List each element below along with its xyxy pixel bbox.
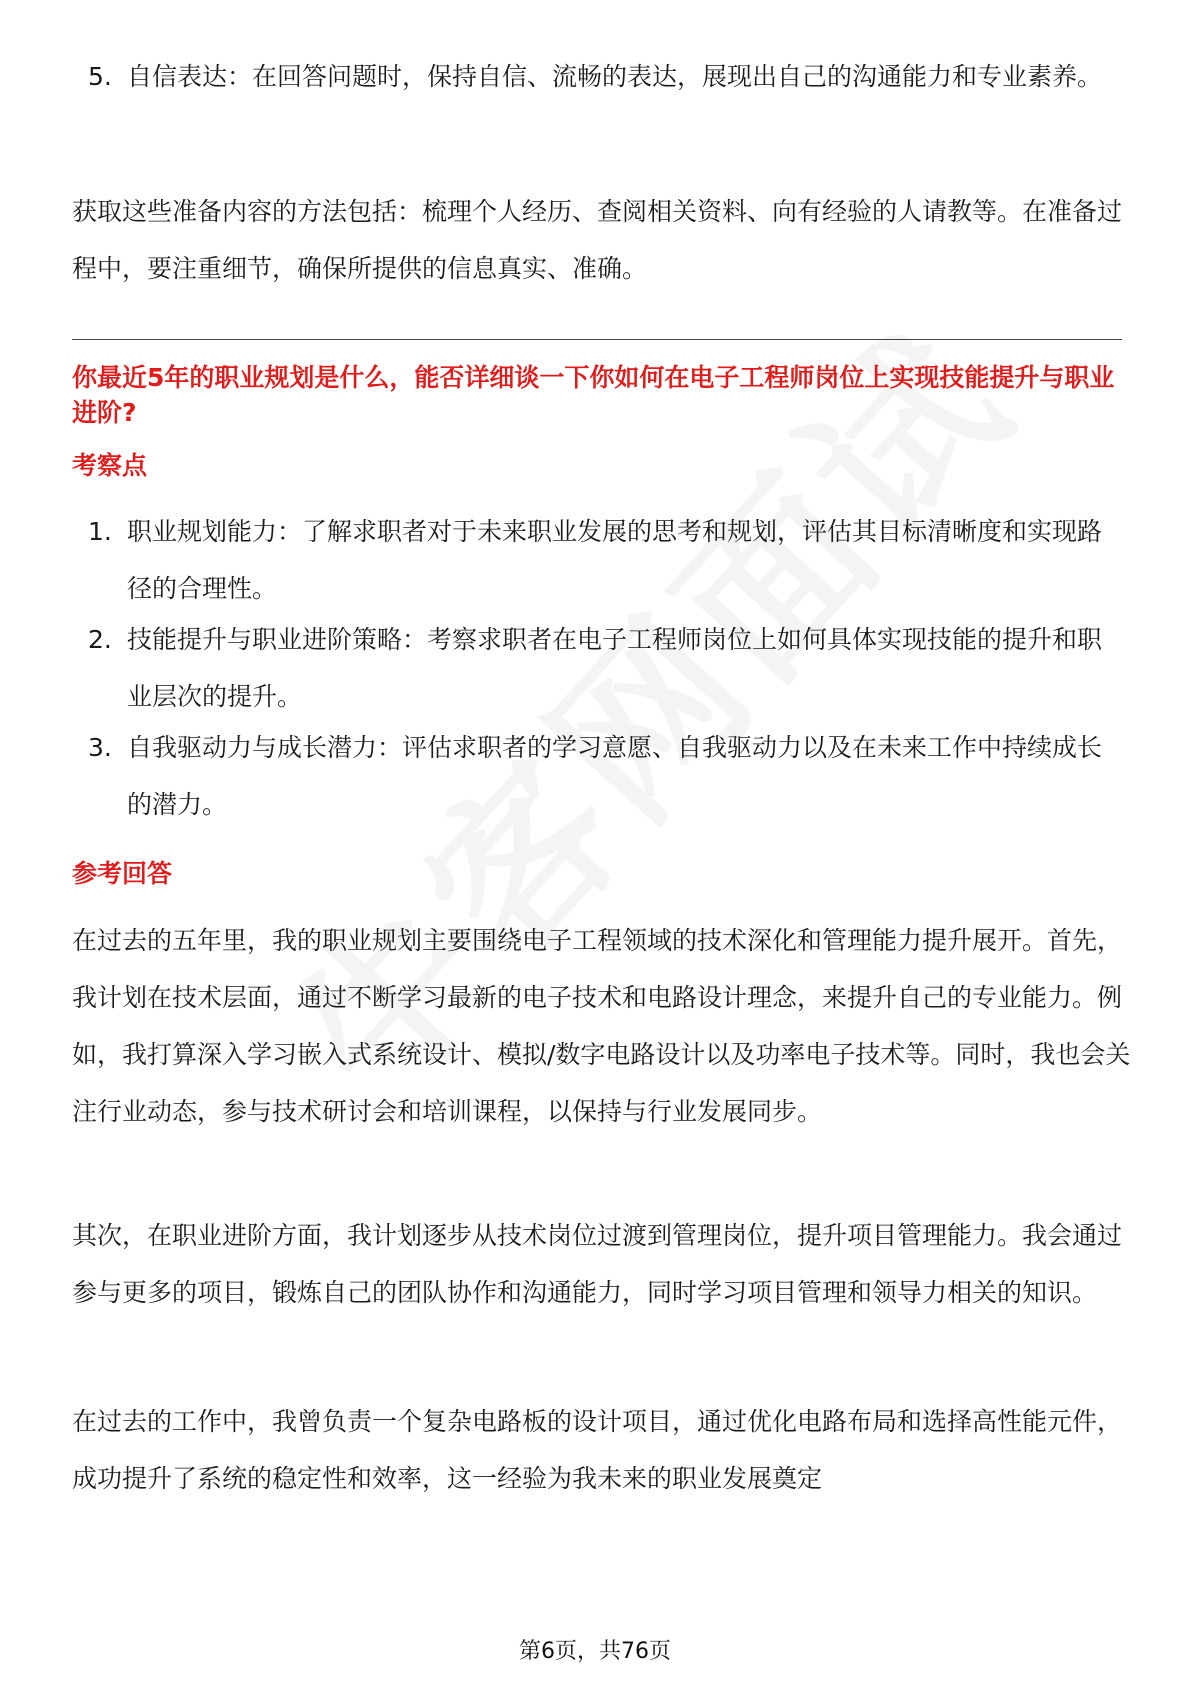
list-number: 1. bbox=[88, 517, 112, 546]
list-text: 自我驱动力与成长潜力：评估求职者的学习意愿、自我驱动力以及在未来工作中持续成长的潜力。 bbox=[127, 733, 1103, 819]
section-label-answer: 参考回答 bbox=[72, 859, 173, 888]
intro-paragraph: 获取这些准备内容的方法包括：梳理个人经历、查阅相关资料、向有经验的人请教等。在准备过程中，要注重细节，确保所提供的信息真实、准确。 bbox=[72, 197, 1123, 283]
page-footer: 第6页，共76页 bbox=[519, 1639, 671, 1664]
list-number: 5. bbox=[88, 62, 112, 91]
section-label-points: 考察点 bbox=[72, 451, 148, 480]
list-number: 2. bbox=[88, 625, 112, 654]
answer-paragraph: 其次，在职业进阶方面，我计划逐步从技术岗位过渡到管理岗位，提升项目管理能力。我会通过参与更多的项目，锻炼自己的团队协作和沟通能力，同时学习项目管理和领导力相关的知识。 bbox=[72, 1221, 1123, 1307]
answer-paragraph: 在过去的五年里，我的职业规划主要围绕电子工程领域的技术深化和管理能力提升展开。首先，我计划在技术层面，通过不断学习最新的电子技术和电路设计理念，来提升自己的专业能力。例如，我打算深入学习嵌入式系统设计、模拟/数字电路设计以及功率电子技术等。同时，我也会关注行业动态，参与技术研讨会和培训课程，以保持与行业发展同步。 bbox=[72, 926, 1131, 1126]
list-text: 自信表达：在回答问题时，保持自信、流畅的表达，展现出自己的沟通能力和专业素养。 bbox=[127, 62, 1103, 91]
list-number: 3. bbox=[88, 733, 112, 762]
divider bbox=[72, 339, 1122, 340]
list-text: 职业规划能力：了解求职者对于未来职业发展的思考和规划，评估其目标清晰度和实现路径的合理性。 bbox=[127, 517, 1103, 603]
question-heading: 你最近5年的职业规划是什么，能否详细谈一下你如何在电子工程师岗位上实现技能提升与职业进阶? bbox=[72, 363, 1115, 427]
list-text: 技能提升与职业进阶策略：考察求职者在电子工程师岗位上如何具体实现技能的提升和职业层次的提升。 bbox=[127, 625, 1103, 711]
answer-paragraph: 在过去的工作中，我曾负责一个复杂电路板的设计项目，通过优化电路布局和选择高性能元件，成功提升了系统的稳定性和效率，这一经验为我未来的职业发展奠定 bbox=[72, 1407, 1123, 1493]
